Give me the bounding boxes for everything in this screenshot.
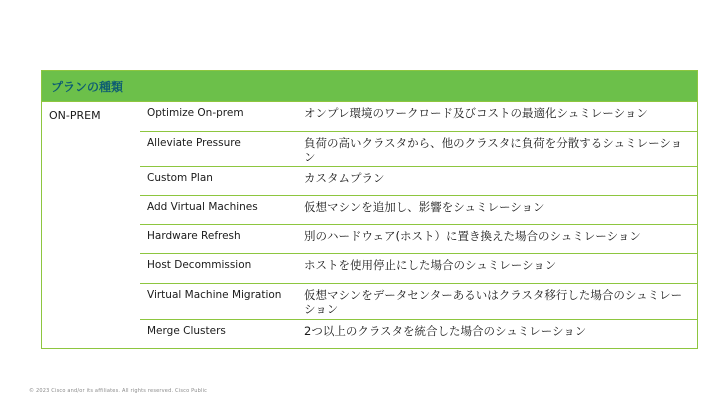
plan-name: Merge Clusters [147,325,226,337]
table-row [140,254,697,284]
plan-name: Virtual Machine Migration [147,289,282,301]
table-header [42,71,697,102]
table-row [140,196,697,225]
plan-description: 負荷の高いクラスタから、他のクラスタに負荷を分散するシュミレーション [304,136,683,164]
plan-description: ホストを使用停止にした場合のシュミレーション [304,258,557,272]
plan-name: Hardware Refresh [147,230,241,242]
plan-description: カスタムプラン [304,171,385,185]
plan-name: Custom Plan [147,172,213,184]
table-row [140,132,697,167]
plan-description: 仮想マシンをデータセンターあるいはクラスタ移行した場合のシュミレーション [304,288,683,316]
table-row [140,167,697,196]
plan-description: 別のハードウェア(ホスト）に置き換えた場合のシュミレーション [304,229,641,243]
table-header-title: プランの種類 [51,80,124,94]
table-row [140,284,697,320]
plan-description: 2つ以上のクラスタを統合した場合のシュミレーション [304,324,587,338]
plan-name: Add Virtual Machines [147,201,258,213]
category-label: ON-PREM [49,109,101,122]
plan-name: Alleviate Pressure [147,137,241,149]
plan-name: Host Decommission [147,259,252,271]
table-row [140,320,697,348]
plan-name: Optimize On-prem [147,107,244,119]
copyright-footer: © 2023 Cisco and/or its affiliates. All rights reserved. Cisco Public [29,388,208,394]
table-row [140,102,697,132]
table-row [140,225,697,254]
plan-types-table [41,70,698,349]
plan-description: オンプレ環境のワークロード及びコストの最適化シュミレーション [304,106,648,120]
plan-description: 仮想マシンを追加し、影響をシュミレーション [304,200,545,214]
